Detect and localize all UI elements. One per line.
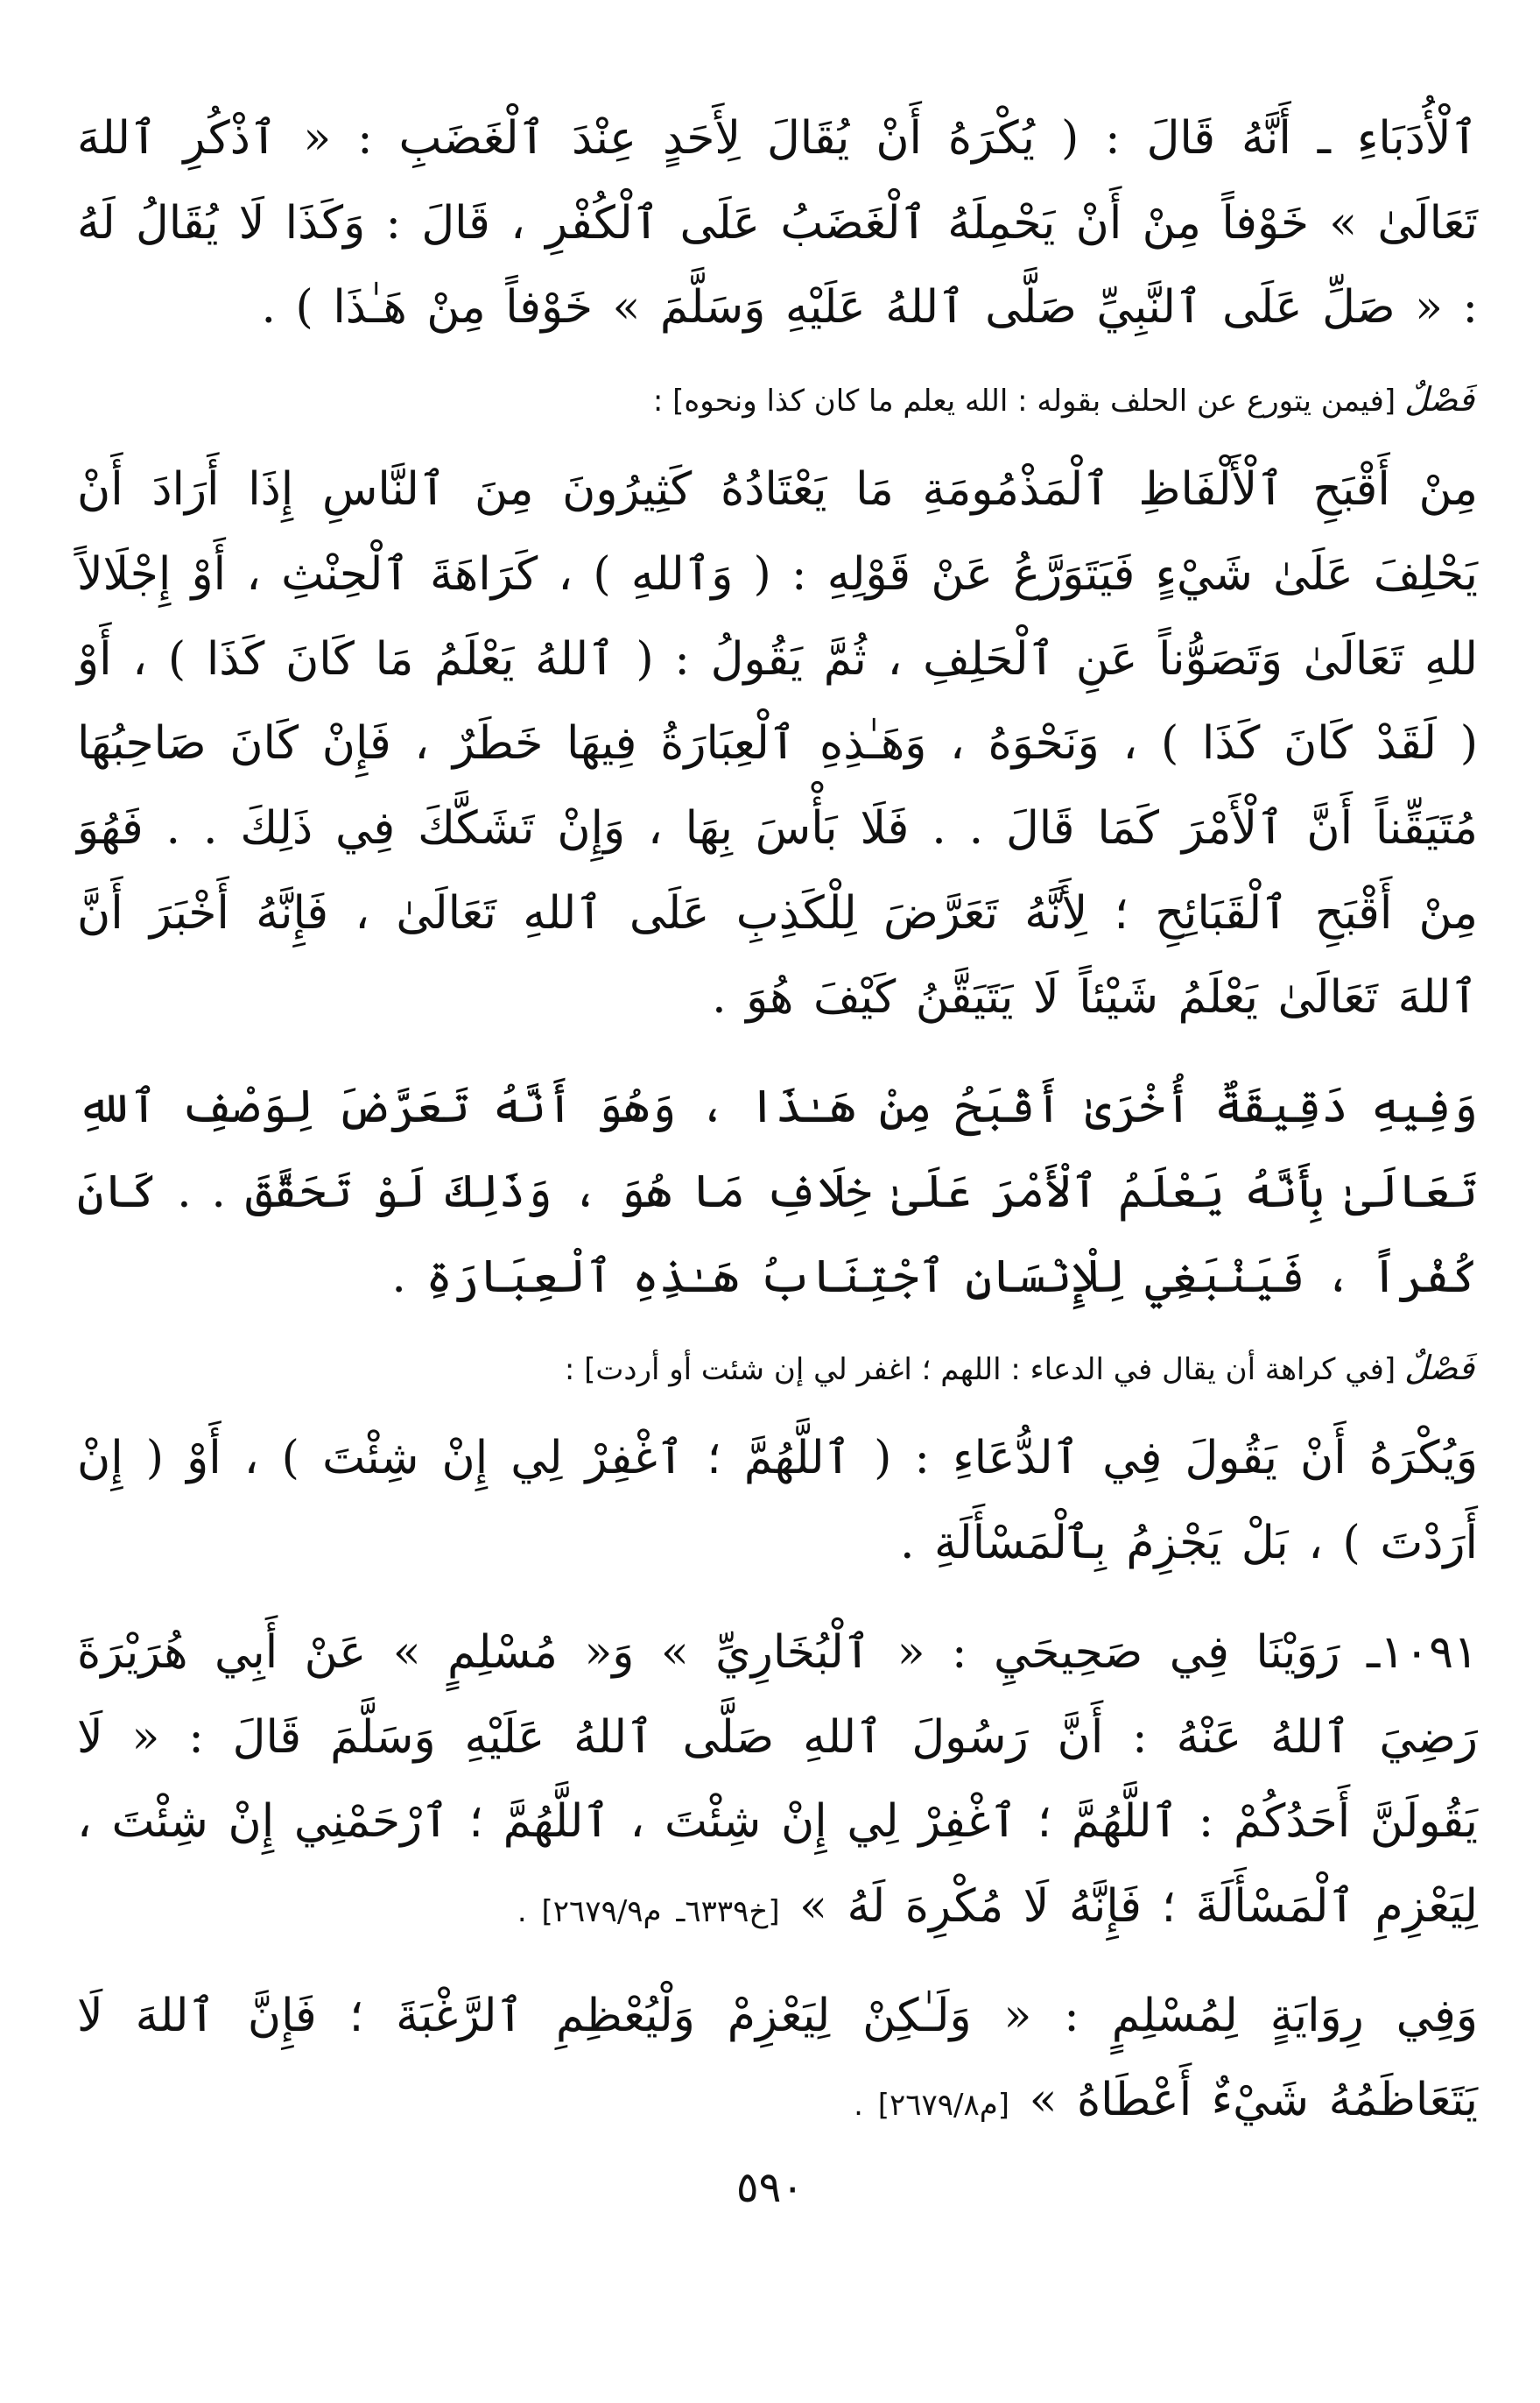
paragraph-5-reference: [خ٦٣٣٩ـ م٢٦٧٩/٩] . [517,1893,780,1929]
paragraph-4-text: وَيُكْرَهُ أَنْ يَقُولَ فِي ٱلدُّعَاءِ : ( ٱللَّهُمَّ ؛ ٱغْفِرْ لِي إِنْ شِئْتَ ) ، أَوْ ( إِنْ أَرَدْتَ ) ، بَلْ يَجْزِمُ بِٱلْمَسْأَلَةِ . [77,1432,1478,1570]
paragraph-1 [77,96,1478,350]
paragraph-5-text: ١٠٩١ـ رَوَيْنَا فِي صَحِيحَيِ : « ٱلْبُخَارِيِّ » وَ« مُسْلِمٍ » عَنْ أَبِي هُرَيْرَةَ رَضِيَ ٱللهُ عَنْهُ : أَنَّ رَسُولَ ٱللهِ صَلَّى ٱللهُ عَلَيْهِ وَسَلَّمَ قَالَ : « لَا يَقُولَنَّ أَحَدُكُمْ : ٱللَّهُمَّ ؛ ٱغْفِرْ لِي إِنْ شِئْتَ ، ٱللَّهُمَّ ؛ ٱرْحَمْنِي إِنْ شِئْتَ ، لِيَعْزِمِ ٱلْمَسْأَلَةَ ؛ فَإِنَّهُ لَا مُكْرِهَ لَهُ » [77,1625,1478,1933]
paragraph-3 [77,1065,1478,1319]
book-page [77,96,1478,2338]
page-number: ٥٩٠ [735,2163,805,2212]
section-heading-2 [77,1343,1478,1393]
paragraph-6-text: وَفِي رِوَايَةٍ لِمُسْلِمٍ : « وَلَـٰكِنْ لِيَعْزِمْ وَلْيُعْظِمِ ٱلرَّغْبَةَ ؛ فَإِنَّ ٱللهَ لَا يَتَعَاظَمُهُ شَيْءٌ أَعْطَاهُ » [77,1989,1478,2127]
paragraph-1-text: ٱلْأُدَبَاءِ ـ أَنَّهُ قَالَ : ( يُكْرَهُ أَنْ يُقَالَ لِأَحَدٍ عِنْدَ ٱلْغَضَبِ : « ٱذْكُرِ ٱللهَ تَعَالَىٰ » خَوْفاً مِنْ أَنْ يَحْمِلَهُ ٱلْغَضَبُ عَلَى ٱلْكُفْرِ ، قَالَ : وَكَذَا لَا يُقَالُ لَهُ : « صَلِّ عَلَى ٱلنَّبِيِّ صَلَّى ٱللهُ عَلَيْهِ وَسَلَّمَ » خَوْفاً مِنْ هَـٰذَا ) . [77,112,1478,335]
fasl-ornament-1: فَصْلٌ [1404,380,1474,419]
fasl-ornament-2: فَصْلٌ [1404,1349,1474,1388]
paragraph-5 [77,1610,1478,1949]
section-heading-2-text: [في كراهة أن يقال في الدعاء : اللهم ؛ اغفر لي إن شئت أو أردت] : [564,1352,1396,1388]
paragraph-4 [77,1416,1478,1585]
paragraph-6-reference: [م٢٦٧٩/٨] . [854,2088,1010,2124]
section-heading-1-text: [فيمن يتورع عن الحلف بقوله : الله يعلم ما كان كذا ونحوه] : [652,384,1396,419]
section-heading-1 [77,375,1478,425]
paragraph-2-text: مِنْ أَقْبَحِ ٱلْأَلْفَاظِ ٱلْمَذْمُومَةِ مَا يَعْتَادُهُ كَثِيرُونَ مِنَ ٱلنَّاسِ إِذَا أَرَادَ أَنْ يَحْلِفَ عَلَىٰ شَيْءٍ فَيَتَوَرَّعُ عَنْ قَوْلِهِ : ( وَٱللهِ ) ، كَرَاهَةَ ٱلْحِنْثِ ، أَوْ إِجْلَالاً للهِ تَعَالَىٰ وَتَصَوُّناً عَنِ ٱلْحَلِفِ ، ثُمَّ يَقُولُ : ( ٱللهُ يَعْلَمُ مَا كَانَ كَذَا ) ، أَوْ ( لَقَدْ كَانَ كَذَا ) ، وَنَحْوَهُ ، وَهَـٰذِهِ ٱلْعِبَارَةُ فِيهَا خَطَرٌ ، فَإِنْ كَانَ صَاحِبُهَا مُتَيَقِّناً أَنَّ ٱلْأَمْرَ كَمَا قَالَ . . فَلَا بَأْسَ بِهَا ، وَإِنْ تَشَكَّكَ فِي ذَلِكَ . . فَهُوَ مِنْ أَقْبَحِ ٱلْقَبَائِحِ ؛ لِأَنَّهُ تَعَرَّضَ لِلْكَذِبِ عَلَى ٱللهِ تَعَالَىٰ ، فَإِنَّهُ أَخْبَرَ أَنَّ ٱللهَ تَعَالَىٰ يَعْلَمُ شَيْئاً لَا يَتَيَقَّنُ كَيْفَ هُوَ . [77,463,1478,1025]
paragraph-2 [77,447,1478,1040]
paragraph-3-text: وَفِيهِ دَقِيقَةٌ أُخْرَىٰ أَقْبَحُ مِنْ هَـٰذَا ، وَهُوَ أَنَّهُ تَعَرَّضَ لِوَصْفِ ٱللهِ تَعَالَىٰ بِأَنَّهُ يَعْلَمُ ٱلْأَمْرَ عَلَىٰ خِلَافِ مَا هُوَ ، وَذَلِكَ لَوْ تَحَقَّقَ . . كَانَ كُفْراً ، فَيَنْبَغِي لِلْإِنْسَانِ ٱجْتِنَابُ هَـٰذِهِ ٱلْعِبَارَةِ . [77,1081,1478,1303]
paragraph-6 [77,1974,1478,2143]
